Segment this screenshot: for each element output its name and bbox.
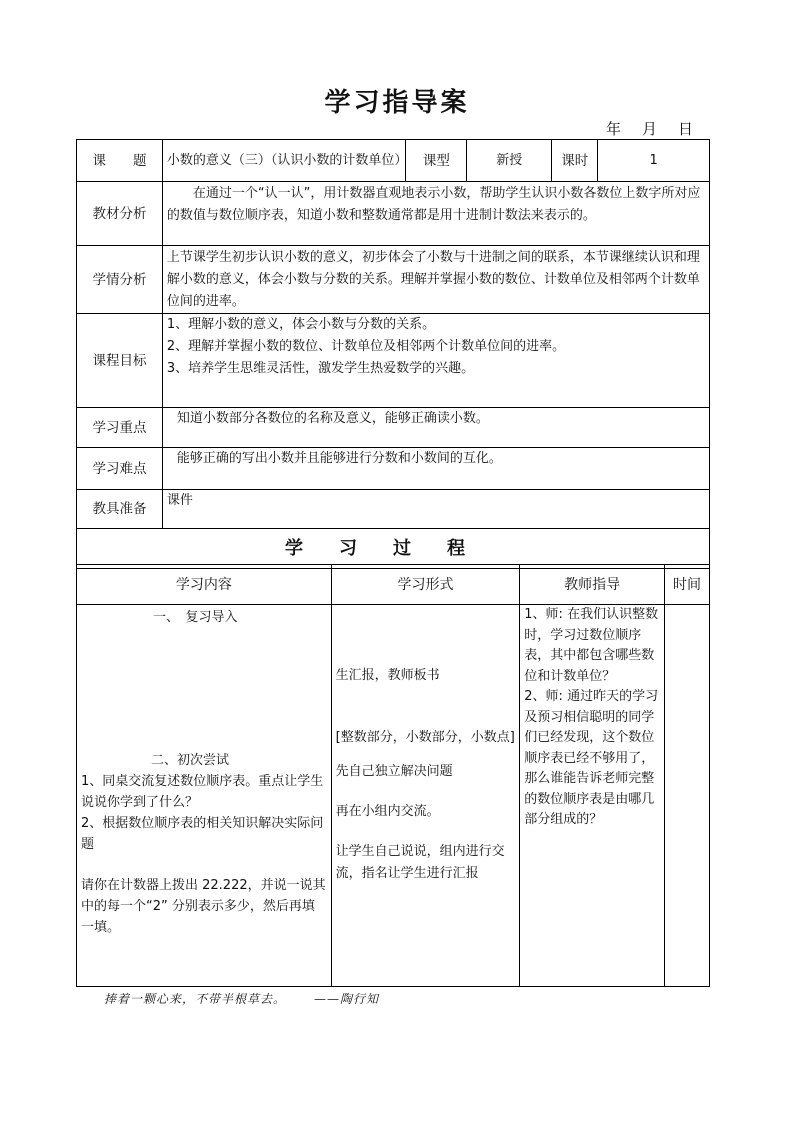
quote-author: ——陶行知	[314, 992, 380, 1006]
form-item: 生汇报，教师板书	[335, 668, 440, 683]
key-text: 知道小数部分各数位的名称及意义，能够正确读小数。	[162, 408, 709, 448]
goal-item: 1、理解小数的意义，体会小数与分数的关系。	[166, 317, 436, 332]
content-item: 1、同桌交流复述数位顺序表。重点让学生说说你学到了什么？	[81, 774, 324, 810]
content-cell	[77, 605, 332, 987]
header-teacher: 教师指导	[520, 565, 665, 605]
header-form: 学习形式	[331, 565, 520, 605]
topic-value: 小数的意义（三）（认识小数的计数单位）	[162, 140, 406, 182]
time-cell	[665, 605, 710, 987]
goal-item: 2、理解并掌握小数的数位、计数单位及相邻两个计数单位间的进率。	[166, 339, 566, 354]
date-day: 日	[678, 120, 695, 138]
lesson-info-table	[76, 139, 710, 569]
goals-label: 课程目标	[77, 314, 163, 408]
hours-value: 1	[598, 140, 710, 182]
process-title: 学习过程	[77, 529, 710, 569]
teacher-item: 1、师: 在我们认识整数时，学习过数位顺序表，其中都包含哪些数位和计数单位？	[524, 607, 659, 684]
date-year: 年	[606, 120, 623, 138]
type-value: 新授	[467, 140, 552, 182]
difficulty-text: 能够正确的写出小数并且能够进行分数和小数间的互化。	[162, 448, 709, 490]
footer-quote	[104, 990, 379, 1007]
form-item: 先自己独立解决问题	[335, 764, 453, 779]
form-item: 再在小组内交流。	[335, 804, 440, 819]
section-review: 一、 复习导入	[153, 610, 238, 625]
material-label: 教材分析	[77, 182, 163, 246]
form-cell	[331, 605, 520, 987]
content-item: 2、根据数位顺序表的相关知识解决实际问题	[81, 816, 324, 852]
difficulty-label: 学习难点	[77, 448, 163, 490]
learner-label: 学情分析	[77, 246, 163, 314]
tools-label: 教具准备	[77, 490, 163, 529]
document-title: 学习指导案	[324, 88, 470, 118]
learner-text: 上节课学生初步认识小数的意义，初步体会了小数与十进制之间的联系，本节课继续认识和理解小数的意义，体会小数与分数的关系。理解并掌握小数的数位、计数单位及相邻两个计数单位间的进率。	[162, 246, 709, 314]
date-line	[606, 118, 694, 139]
topic-label: 课 题	[77, 140, 163, 182]
material-text: 在通过一个“认一认”，用计数器直观地表示小数，帮助学生认识小数各数位上数字所对应的数值与数位顺序表，知道小数和整数通常都是用十进制计数法来表示的。	[162, 182, 709, 246]
goal-item: 3、培养学生思维灵活性，激发学生热爱数学的兴趣。	[166, 361, 475, 376]
header-content: 学习内容	[77, 565, 332, 605]
teacher-item: 2、师: 通过昨天的学习及预习相信聪明的同学们已经发现，这个数位顺序表已经不够用了，那么谁能告诉老师完整的数位顺序表是由哪几部分组成的？	[524, 689, 659, 827]
teacher-cell	[520, 605, 665, 987]
form-item: [整数部分，小数部分，小数点]	[335, 730, 515, 745]
header-time: 时间	[665, 565, 710, 605]
key-label: 学习重点	[77, 408, 163, 448]
learning-process-table	[76, 564, 710, 987]
section-first-try: 二、初次尝试	[151, 753, 230, 768]
tools-text: 课件	[162, 490, 709, 529]
goals-list	[162, 314, 709, 408]
content-item: 请你在计数器上拨出 22.222，并说一说其中的每一个“2” 分别表示多少，然后再填一填。	[81, 878, 326, 935]
hours-label: 课时	[552, 140, 598, 182]
date-month: 月	[642, 120, 659, 138]
type-label: 课型	[406, 140, 467, 182]
quote-text: 捧着一颗心来，不带半根草去。	[104, 992, 287, 1006]
form-item: 让学生自己说说，组内进行交流，指名让学生进行汇报	[335, 844, 505, 881]
